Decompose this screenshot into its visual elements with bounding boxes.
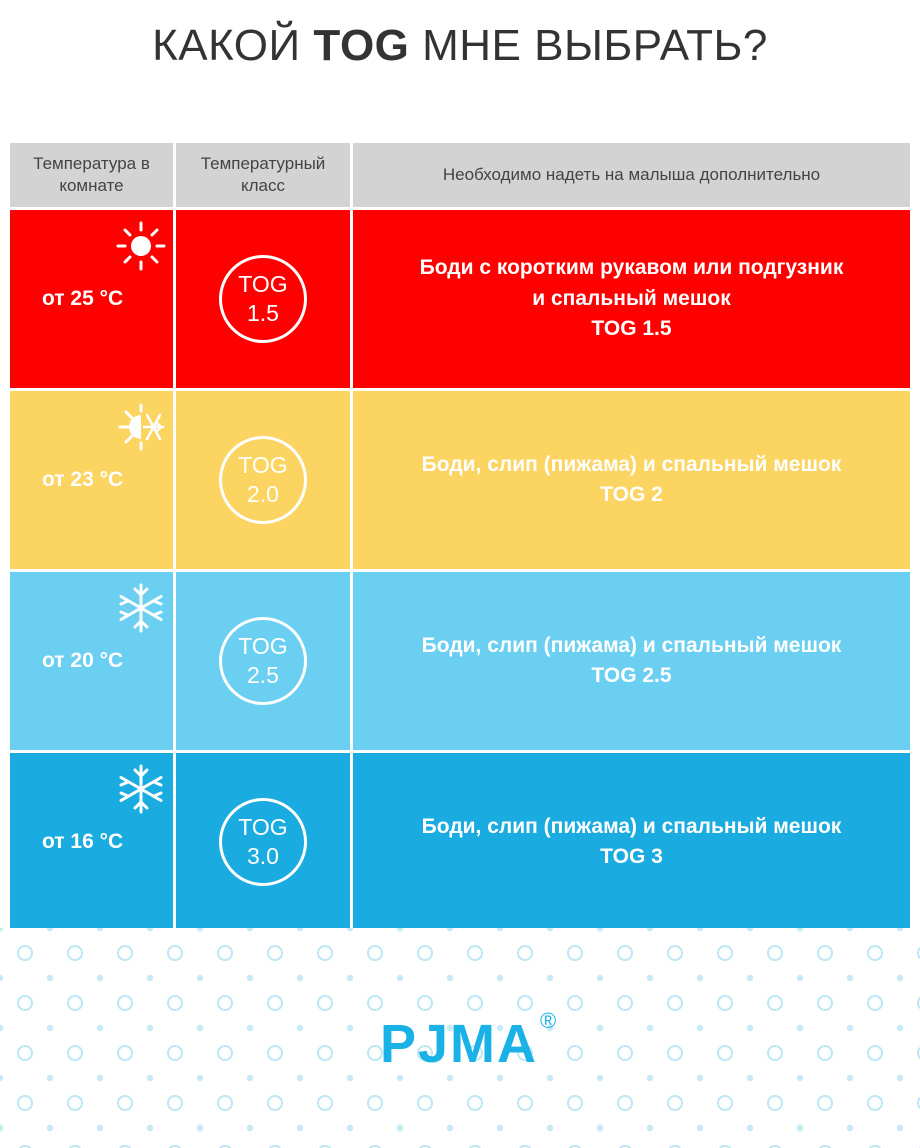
tog-badge [219, 436, 307, 524]
temperature-cell [10, 572, 173, 750]
temperature-label: от 16 °C [42, 830, 124, 853]
description-line: Боди, слип (пижама) и спальный мешок [421, 452, 842, 476]
tog-class-cell [176, 391, 350, 569]
title-part-1: КАКОЙ [152, 21, 314, 70]
description-line: Боди с коротким рукавом или подгузник [419, 256, 844, 280]
table-header-row [10, 143, 910, 207]
brand-trademark: ® [540, 1008, 557, 1033]
header-additional-clothing: Необходимо надеть на малыша дополнительно [353, 143, 910, 207]
clothing-description [353, 753, 910, 931]
tog-table [10, 143, 910, 934]
tog-badge-label: TOG [238, 814, 288, 841]
tog-class-cell [176, 753, 350, 931]
description-line: TOG 3 [600, 845, 663, 868]
table-row [10, 572, 910, 750]
clothing-description [353, 572, 910, 750]
page-title [0, 14, 920, 78]
table-row [10, 210, 910, 388]
description-line: TOG 1.5 [591, 317, 672, 341]
tog-badge-value: 2.0 [247, 481, 279, 507]
temperature-cell [10, 210, 173, 388]
header-temperature-class: Температурный класс [176, 143, 350, 207]
tog-badge-value: 3.0 [247, 843, 279, 869]
tog-class-cell [176, 572, 350, 750]
description-line: Боди, слип (пижама) и спальный мешок [421, 814, 842, 838]
tog-badge-label: TOG [238, 271, 288, 298]
table-row [10, 391, 910, 569]
tog-badge [219, 255, 307, 343]
description-line: TOG 2.5 [591, 664, 672, 687]
temperature-label: от 20 °C [42, 649, 124, 672]
pjma-logo [370, 1000, 570, 1080]
tog-class-cell [176, 210, 350, 388]
clothing-description [353, 391, 910, 569]
temperature-cell [10, 753, 173, 931]
temperature-label: от 25 °C [42, 287, 124, 310]
description-line: и спальный мешок [532, 286, 731, 310]
clothing-description [353, 210, 910, 388]
tog-badge [219, 617, 307, 705]
temperature-cell [10, 391, 173, 569]
description-line: Боди, слип (пижама) и спальный мешок [421, 633, 842, 657]
tog-badge-label: TOG [238, 452, 288, 479]
description-line: TOG 2 [600, 483, 663, 506]
brand-name: PJMA [380, 1014, 539, 1074]
tog-badge-value: 2.5 [247, 662, 279, 688]
tog-badge [219, 798, 307, 886]
tog-badge-label: TOG [238, 633, 288, 660]
table-row [10, 753, 910, 931]
tog-badge-value: 1.5 [247, 300, 279, 326]
title-tog: TOG [313, 21, 410, 70]
title-part-2: МНЕ ВЫБРАТЬ? [409, 21, 768, 70]
header-room-temperature: Температура в комнате [10, 143, 173, 207]
temperature-label: от 23 °C [42, 468, 124, 491]
